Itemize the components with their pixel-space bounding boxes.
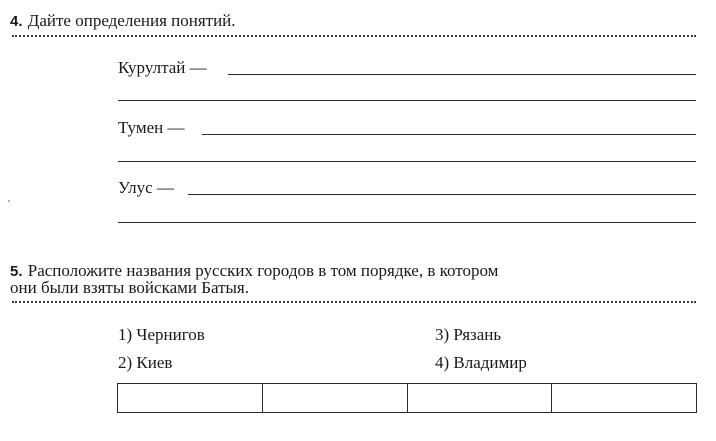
task-4-prompt: Дайте определения понятий. xyxy=(27,11,236,30)
term-ulus-label: Улус — xyxy=(118,178,174,197)
task-5-number: 5. xyxy=(10,263,23,280)
term-ulus-answer-line[interactable] xyxy=(188,194,696,195)
answer-cell-1[interactable] xyxy=(118,384,263,412)
term-ulus-answer-line-2[interactable] xyxy=(118,222,696,223)
option-1-chernigov: 1) Чернигов xyxy=(118,325,205,344)
term-tumen-answer-line[interactable] xyxy=(202,134,696,135)
answer-cell-3[interactable] xyxy=(408,384,553,412)
option-2-kiev: 2) Киев xyxy=(118,353,173,372)
option-3-ryazan: 3) Рязань xyxy=(435,325,502,344)
task-4-number: 4. xyxy=(10,13,23,30)
term-kurultai-answer-line[interactable] xyxy=(228,74,696,75)
task-5-prompt-line-1: Расположите названия русских городов в том порядке, в котором xyxy=(27,261,499,280)
answer-grid xyxy=(117,383,697,413)
task-4-dotted-rule xyxy=(12,35,696,37)
option-4-vladimir: 4) Владимир xyxy=(435,353,527,372)
term-tumen-label: Тумен — xyxy=(118,118,185,137)
term-kurultai-label: Курултай — xyxy=(118,58,207,77)
task-4-heading xyxy=(10,12,236,31)
task-5-prompt-line-2: они были взяты войсками Батыя. xyxy=(10,278,250,297)
answer-cell-4[interactable] xyxy=(552,384,696,412)
task-5-dotted-rule xyxy=(12,301,696,303)
answer-cell-2[interactable] xyxy=(263,384,408,412)
term-kurultai-answer-line-2[interactable] xyxy=(118,100,696,101)
term-tumen-answer-line-2[interactable] xyxy=(118,161,696,162)
scan-speck xyxy=(8,200,10,202)
